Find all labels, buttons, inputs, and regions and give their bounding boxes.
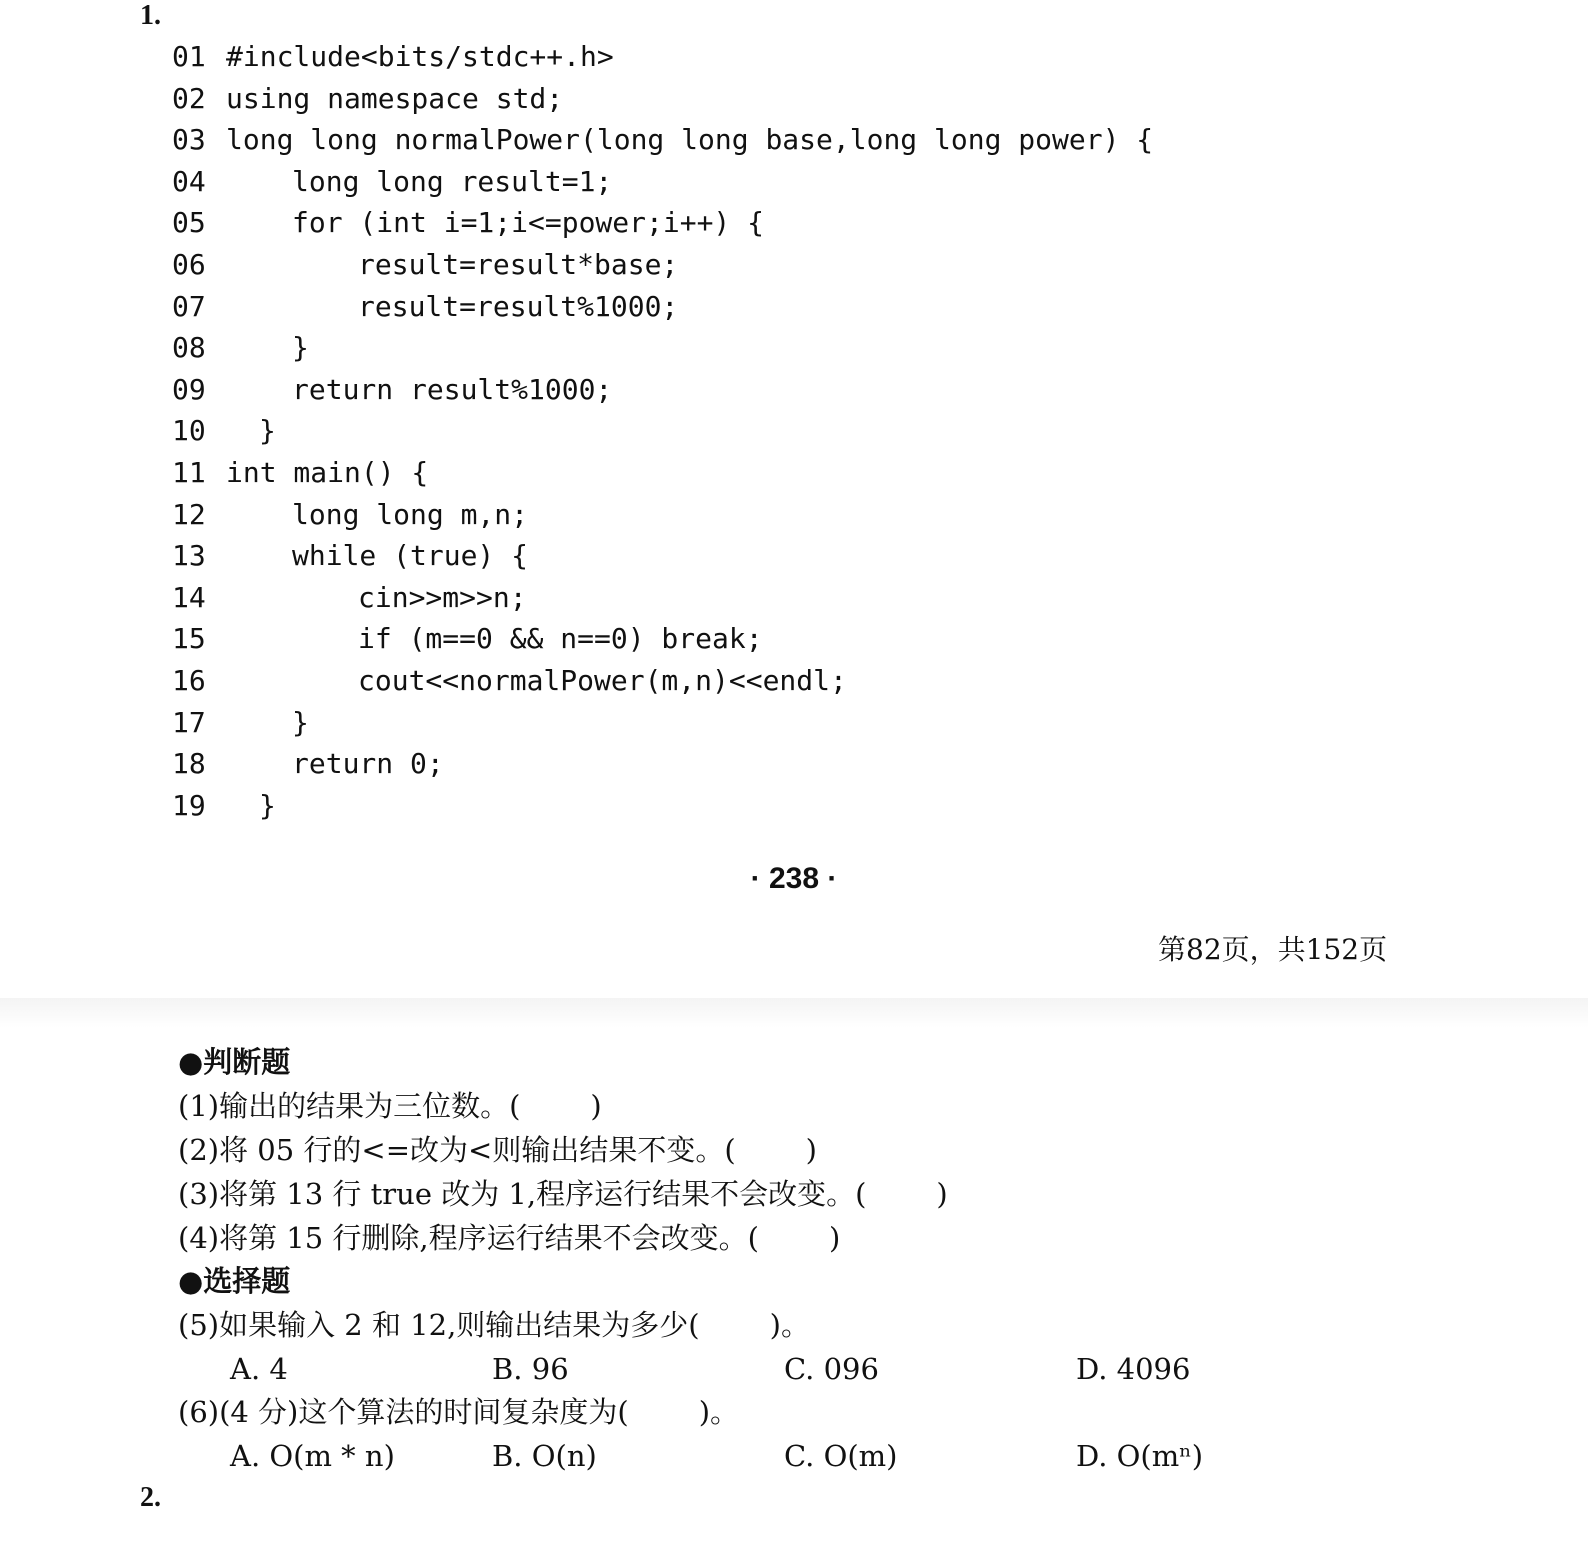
code-text: using namespace std; [226, 81, 564, 115]
code-text: } [292, 331, 309, 365]
code-text: for (int i=1;i<=power;i++) { [292, 206, 765, 240]
code-text: cout<<normalPower(m,n)<<endl; [358, 664, 847, 697]
question-close: ) [828, 1221, 841, 1255]
question-close: )。 [769, 1308, 810, 1342]
problem-1-number: 1. [140, 0, 161, 31]
judgement-question-4 [178, 1221, 840, 1255]
line-number: 19 [172, 788, 206, 822]
question-text: (4)将第 15 行删除,程序运行结果不会改变。( [178, 1221, 759, 1255]
code-text: } [259, 788, 276, 822]
code-line [172, 36, 614, 78]
option-5b: B. 96 [492, 1352, 569, 1386]
line-number: 06 [172, 248, 206, 281]
line-number: 09 [172, 372, 206, 406]
choice-question-6 [178, 1395, 739, 1429]
line-number: 12 [172, 497, 206, 531]
code-text: int main() { [226, 456, 429, 489]
page-separator [0, 998, 1588, 1028]
line-number: 15 [172, 622, 206, 656]
code-line [172, 202, 764, 244]
line-number: 05 [172, 206, 206, 240]
code-line [172, 78, 563, 120]
code-line [172, 410, 276, 452]
question-text: (1)输出的结果为三位数。( [178, 1089, 521, 1123]
line-number: 02 [172, 81, 206, 115]
code-line [172, 244, 678, 286]
code-text: #include<bits/stdc++.h> [226, 40, 614, 73]
code-line [172, 618, 763, 660]
option-5c: C. 096 [784, 1352, 879, 1386]
judgement-heading: ●判断题 [178, 1045, 291, 1079]
line-number: 04 [172, 164, 206, 198]
code-text: } [259, 414, 276, 448]
line-number: 01 [172, 40, 206, 73]
line-number: 10 [172, 414, 206, 448]
problem-2-number: 2. [140, 1482, 161, 1513]
code-line [172, 577, 527, 619]
code-text: result=result%1000; [358, 289, 679, 323]
code-line [172, 369, 612, 411]
line-number: 11 [172, 456, 206, 489]
code-text: long long result=1; [292, 164, 613, 198]
judgement-question-1 [178, 1089, 602, 1123]
code-line [172, 119, 1153, 161]
option-6a: A. O(m * n) [230, 1439, 395, 1473]
code-text: cin>>m>>n; [358, 580, 527, 614]
option-5d: D. 4096 [1076, 1352, 1191, 1386]
code-text: if (m==0 && n==0) break; [358, 622, 763, 656]
question-close: ) [936, 1177, 948, 1211]
code-text: long long m,n; [292, 497, 529, 531]
question-text: (6)(4 分)这个算法的时间复杂度为( [178, 1395, 629, 1429]
question-close: )。 [698, 1395, 740, 1429]
line-number: 17 [172, 705, 206, 739]
judgement-question-3 [178, 1177, 948, 1211]
judgement-question-2 [178, 1133, 817, 1167]
question-text: (5)如果输入 2 和 12,则输出结果为多少( [178, 1308, 700, 1342]
code-line [172, 452, 428, 494]
choice-question-5 [178, 1308, 810, 1342]
line-number: 07 [172, 289, 206, 323]
code-text: long long normalPower(long long base,long long power) { [226, 123, 1154, 157]
code-line [172, 494, 528, 536]
code-line [172, 535, 528, 577]
code-text: while (true) { [292, 539, 529, 573]
code-text: return result%1000; [292, 372, 613, 406]
question-text: (3)将第 13 行 true 改为 1,程序运行结果不会改变。( [178, 1177, 867, 1211]
question-close: ) [805, 1133, 817, 1167]
code-line [172, 660, 847, 702]
question-close: ) [590, 1089, 602, 1123]
option-5a: A. 4 [230, 1352, 288, 1386]
code-line [172, 702, 309, 744]
line-number: 08 [172, 331, 206, 365]
choice-heading: ●选择题 [178, 1264, 291, 1298]
line-number: 13 [172, 539, 206, 573]
page-number: · 238 · [750, 862, 838, 895]
option-6b: B. O(n) [492, 1439, 597, 1473]
code-text: } [292, 705, 309, 739]
question-text: (2)将 05 行的<=改为<则输出结果不变。( [178, 1133, 736, 1167]
code-line [172, 161, 612, 203]
code-line [172, 785, 276, 827]
line-number: 14 [172, 580, 206, 614]
option-6c: C. O(m) [784, 1439, 898, 1473]
line-number: 18 [172, 747, 206, 781]
code-text: return 0; [292, 747, 444, 781]
line-number: 03 [172, 123, 206, 157]
line-number: 16 [172, 664, 206, 697]
option-6d: D. O(mⁿ) [1076, 1439, 1204, 1473]
page-counter: 第82页，共152页 [1158, 933, 1388, 966]
code-line [172, 743, 444, 785]
code-text: result=result*base; [358, 248, 679, 281]
code-line [172, 286, 678, 328]
code-line [172, 327, 309, 369]
